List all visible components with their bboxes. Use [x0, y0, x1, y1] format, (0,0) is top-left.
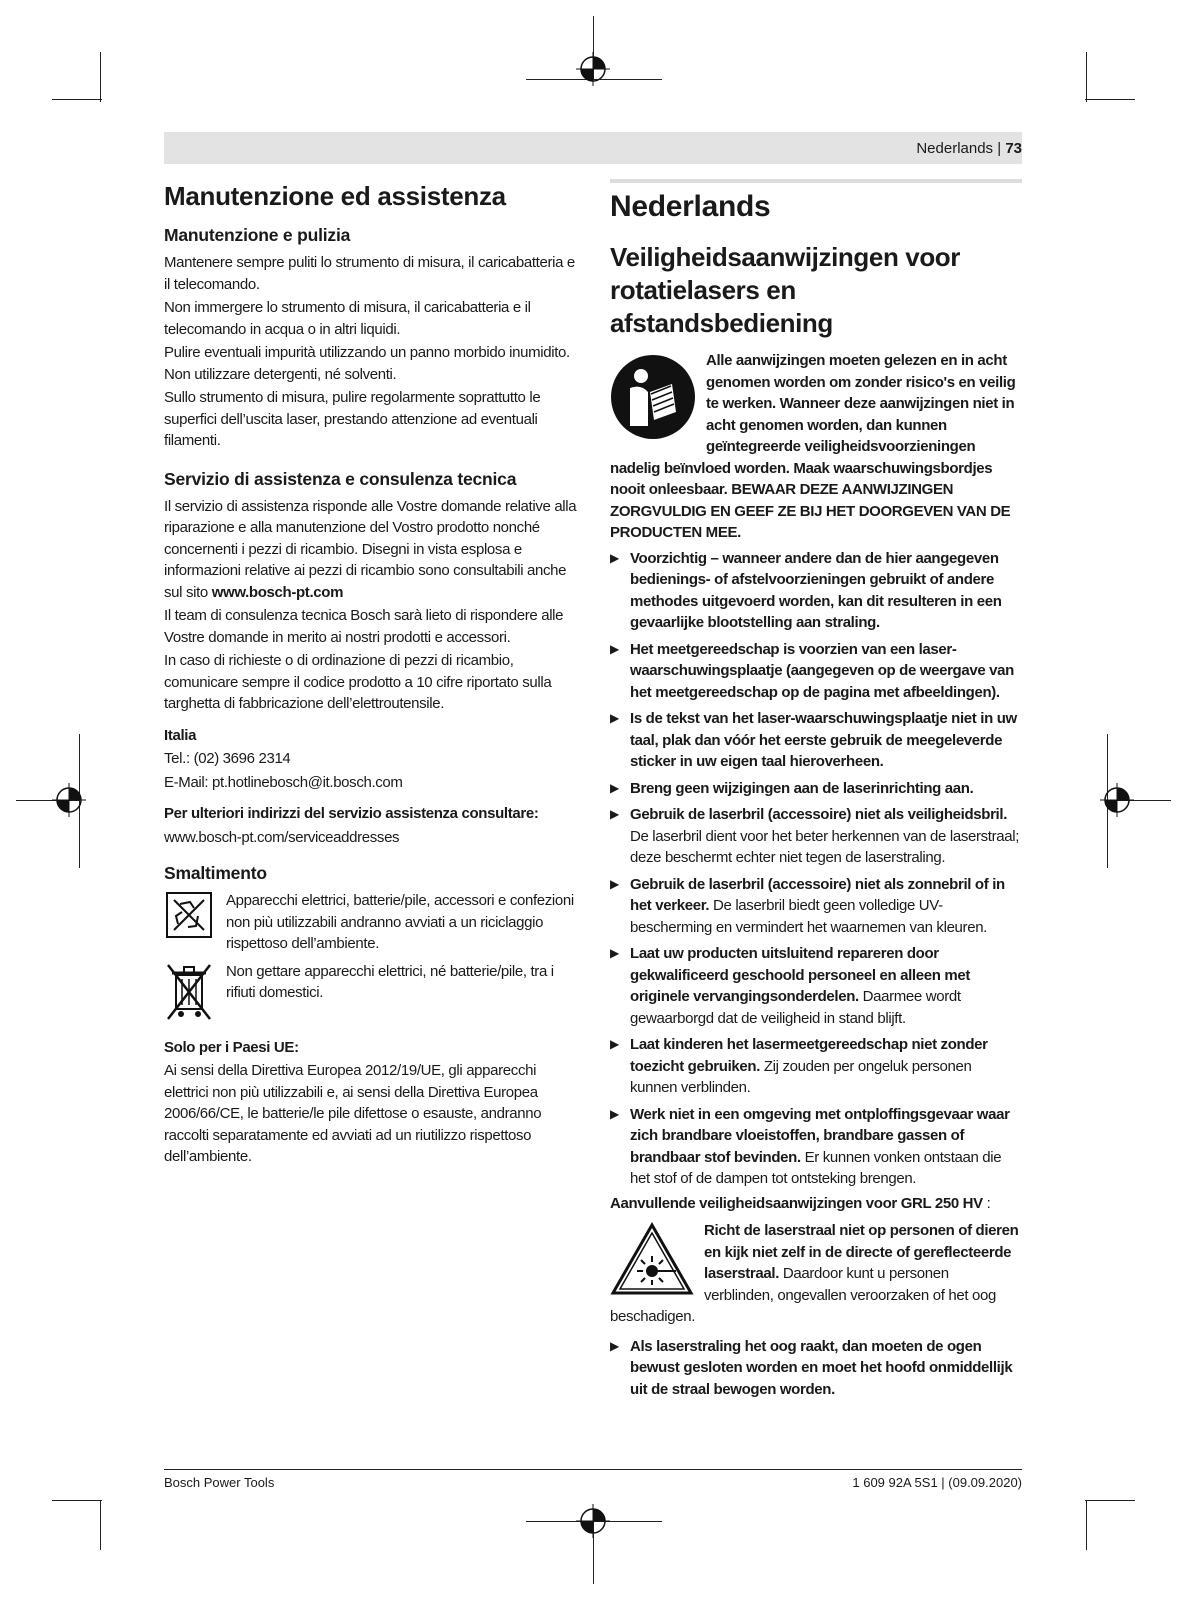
language-title: Nederlands	[610, 190, 771, 223]
header-language: Nederlands	[916, 140, 994, 157]
crop-mark	[100, 52, 101, 102]
laser-warning-block	[610, 1220, 1022, 1330]
registration-target-icon	[1100, 783, 1134, 817]
crop-mark	[1085, 99, 1135, 100]
footer-rule	[164, 1469, 1022, 1470]
bullet-arrow-icon: ▶	[610, 1037, 619, 1051]
service-text: Il servizio di assistenza risponde alle Vostre domande relative alla riparazione e alla manutenzione del Vostro prodotto nonché concernenti i pezzi di ricambio. Disegni in vista esplosa e informazioni relative ai pezzi di ricambio sono consultabili anche sul sito	[164, 497, 577, 601]
bullet-arrow-icon: ▶	[610, 641, 619, 656]
registration-target-icon	[576, 52, 610, 86]
page-number: 73	[1005, 140, 1022, 157]
service-paragraph	[164, 496, 580, 604]
disposal-bin-row	[164, 961, 580, 1025]
registration-target-icon	[52, 783, 86, 817]
safety-item: ▶ Voorzichtig – wanneer andere dan de hier aangegeven bedienings- of afstelvoorzieningen gebruikt of andere methodes uitgevoerd worden, kan dit resulteren in een gevaarlijke blootstelling aan straling.	[610, 549, 1002, 631]
safety-item: ▶ Gebruik de laserbril (accessoire) niet als zonnebril of in het verkeer. De laserbril biedt geen volledige UV-bescherming en vermindert het waarnemen van kleuren.	[610, 875, 1005, 936]
maintenance-paragraph: Sullo strumento di misura, pulire regolarmente soprattutto le superfici dell’uscita laser, prestando attenzione ad eventuali filamenti.	[164, 389, 541, 449]
safety-heading: Veiligheidsaanwijzingen voor rotatielasers en afstandsbediening	[610, 242, 960, 338]
disposal-recycle-row	[164, 890, 580, 957]
safety-item: ▶ Gebruik de laserbril (accessoire) niet als veiligheidsbril. De laserbril dient voor het beter herkennen van de laserstraal; deze beschermt echter niet tegen de laserstraling.	[610, 806, 1020, 866]
service-addresses-link[interactable]: www.bosch-pt.com/serviceaddresses	[164, 828, 400, 846]
bullet-arrow-icon: ▶	[610, 1338, 619, 1353]
crop-mark	[1085, 1500, 1135, 1501]
bullet-arrow-icon: ▶	[610, 876, 619, 891]
country-label: Italia	[164, 726, 197, 744]
safety-item: ▶ Het meetgereedschap is voorzien van een laser-waarschuwingsplaatje (aangegeven op de weergave van het meetgereedschap op de pagina met afbeeldingen).	[610, 640, 1014, 701]
section-title: Manutenzione ed assistenza	[164, 181, 506, 211]
crop-mark	[52, 99, 102, 100]
bullet-arrow-icon: ▶	[610, 711, 619, 725]
maintenance-heading: Manutenzione e pulizia	[164, 225, 351, 245]
header-separator: |	[997, 140, 1002, 157]
more-addresses-label: Per ulteriori indirizzi del servizio assistenza consultare:	[164, 805, 539, 822]
safety-intro: Alle aanwijzingen moeten gelezen en in acht genomen worden om zonder risico's en veilig te werken. Wanneer deze aanwijzingen niet in acht genomen worden, dan kunnen geïntegreerde veiligheidsvoorzieningen nadelig beïnvloed worden. Maak waarschuwingsbordjes nooit onleesbaar. BEWAAR DEZE AANWIJZINGEN ZORGVULDIG EN GEEF ZE BIJ HET DOORGEVEN VAN DE PRODUCTEN MEE.	[610, 352, 1016, 541]
eu-paragraph: Ai sensi della Direttiva Europea 2012/19/UE, gli apparecchi elettrici non più utilizzabili e, ai sensi della Direttiva Europea 2006/66/CE, le batterie/le pile difettose o esauste, andranno raccolti separatamente ed avviati ad un riutilizzo rispettoso dell’ambiente.	[164, 1062, 542, 1165]
bullet-arrow-icon: ▶	[610, 550, 619, 565]
safety-item: ▶ Als laserstraling het oog raakt, dan moeten de ogen bewust gesloten worden en moet het hoofd onmiddellijk uit de straal bewogen worden.	[610, 1337, 1013, 1398]
crop-mark	[100, 1500, 101, 1550]
eu-heading: Solo per i Paesi UE:	[164, 1038, 299, 1056]
maintenance-paragraph: Non immergere lo strumento di misura, il caricabatteria e il telecomando in acqua o in altri liquidi.	[164, 299, 531, 338]
laser-warning-icon	[610, 1222, 694, 1296]
header-band	[164, 132, 1022, 164]
laser-warning-text: Richt de laserstraal niet op personen of dieren en kijk niet zelf in de directe of gereflecteerde laserstraal. Daardoor kunt u personen verblinden, ongevallen veroorzaken of het oog beschadigen.	[610, 1222, 1019, 1325]
registration-target-icon	[576, 1504, 610, 1538]
maintenance-paragraph: Pulire eventuali impurità utilizzando un panno morbido inumidito. Non utilizzare detergenti, né solventi.	[164, 344, 570, 383]
recycling-symbol-icon	[164, 890, 214, 940]
footer-brand: Bosch Power Tools	[164, 1475, 275, 1490]
disposal-bin-text: Non gettare apparecchi elettrici, né batterie/pile, tra i rifiuti domestici.	[226, 962, 554, 1001]
disposal-recycle-text: Apparecchi elettrici, batterie/pile, accessori e confezioni non più utilizzabili andranno avviati a un riciclaggio rispettoso dell’ambiente.	[226, 892, 574, 952]
safety-item: ▶ Laat kinderen het lasermeetgereedschap niet zonder toezicht gebruiken. Zij zouden per ongeluk personen kunnen verblinden.	[610, 1036, 988, 1096]
bullet-arrow-icon: ▶	[610, 946, 619, 960]
bullet-arrow-icon: ▶	[610, 807, 619, 821]
safety-item: ▶ Is de tekst van het laser-waarschuwingsplaatje niet in uw taal, plak dan vóór het eerste gebruik de meegeleverde sticker in uw eigen taal hieroverheen.	[610, 710, 1017, 770]
crop-mark	[1086, 1500, 1087, 1550]
page-header	[916, 140, 1022, 158]
maintenance-paragraph: Mantenere sempre puliti lo strumento di misura, il caricabatteria e il telecomando.	[164, 254, 575, 293]
service-link[interactable]: www.bosch-pt.com	[211, 583, 344, 601]
phone-number: Tel.: (02) 3696 2314	[164, 750, 291, 767]
left-column	[164, 180, 580, 1170]
bullet-arrow-icon: ▶	[610, 780, 619, 795]
service-paragraph: In caso di richieste o di ordinazione di pezzi di ricambio, comunicare sempre il codice prodotto a 10 cifre riportato sulla targhetta di fabbricazione dell’elettroutensile.	[164, 652, 552, 712]
crossed-out-bin-icon	[164, 961, 214, 1025]
service-heading: Servizio di assistenza e consulenza tecnica	[164, 468, 517, 489]
right-column	[610, 183, 1022, 1405]
safety-item: ▶ Werk niet in een omgeving met ontploffingsgevaar waar zich brandbare vloeistoffen, brandbare gassen of brandbaar stof bevinden. Er kunnen vonken ontstaan die het stof of de dampen tot ontsteking brengen.	[610, 1105, 1010, 1187]
bullet-arrow-icon: ▶	[610, 1106, 619, 1121]
footer-doc-number: 1 609 92A 5S1 | (09.09.2020)	[852, 1475, 1022, 1490]
disposal-heading: Smaltimento	[164, 863, 267, 883]
safety-list	[610, 548, 1022, 1190]
safety-item: ▶ Laat uw producten uitsluitend repareren door gekwalificeerd geschoold personeel en alleen met originele vervangingsonderdelen. Daarmee wordt gewaarborgd dat de veiligheid in stand blijft.	[610, 945, 970, 1027]
crop-mark	[52, 1500, 102, 1501]
service-paragraph: Il team di consulenza tecnica Bosch sarà lieto di rispondere alle Vostre domande in merito ai nostri prodotti e accessori.	[164, 607, 564, 646]
safety-item: ▶ Breng geen wijzigingen aan de laserinrichting aan.	[610, 778, 1022, 800]
laser-eye-list	[610, 1336, 1022, 1401]
email-address[interactable]: E-Mail: pt.hotlinebosch@it.bosch.com	[164, 773, 403, 791]
read-manual-icon	[610, 354, 696, 440]
crop-mark	[1086, 52, 1087, 102]
extra-safety-heading: Aanvullende veiligheidsaanwijzingen voor GRL 250 HV :	[610, 1194, 991, 1212]
